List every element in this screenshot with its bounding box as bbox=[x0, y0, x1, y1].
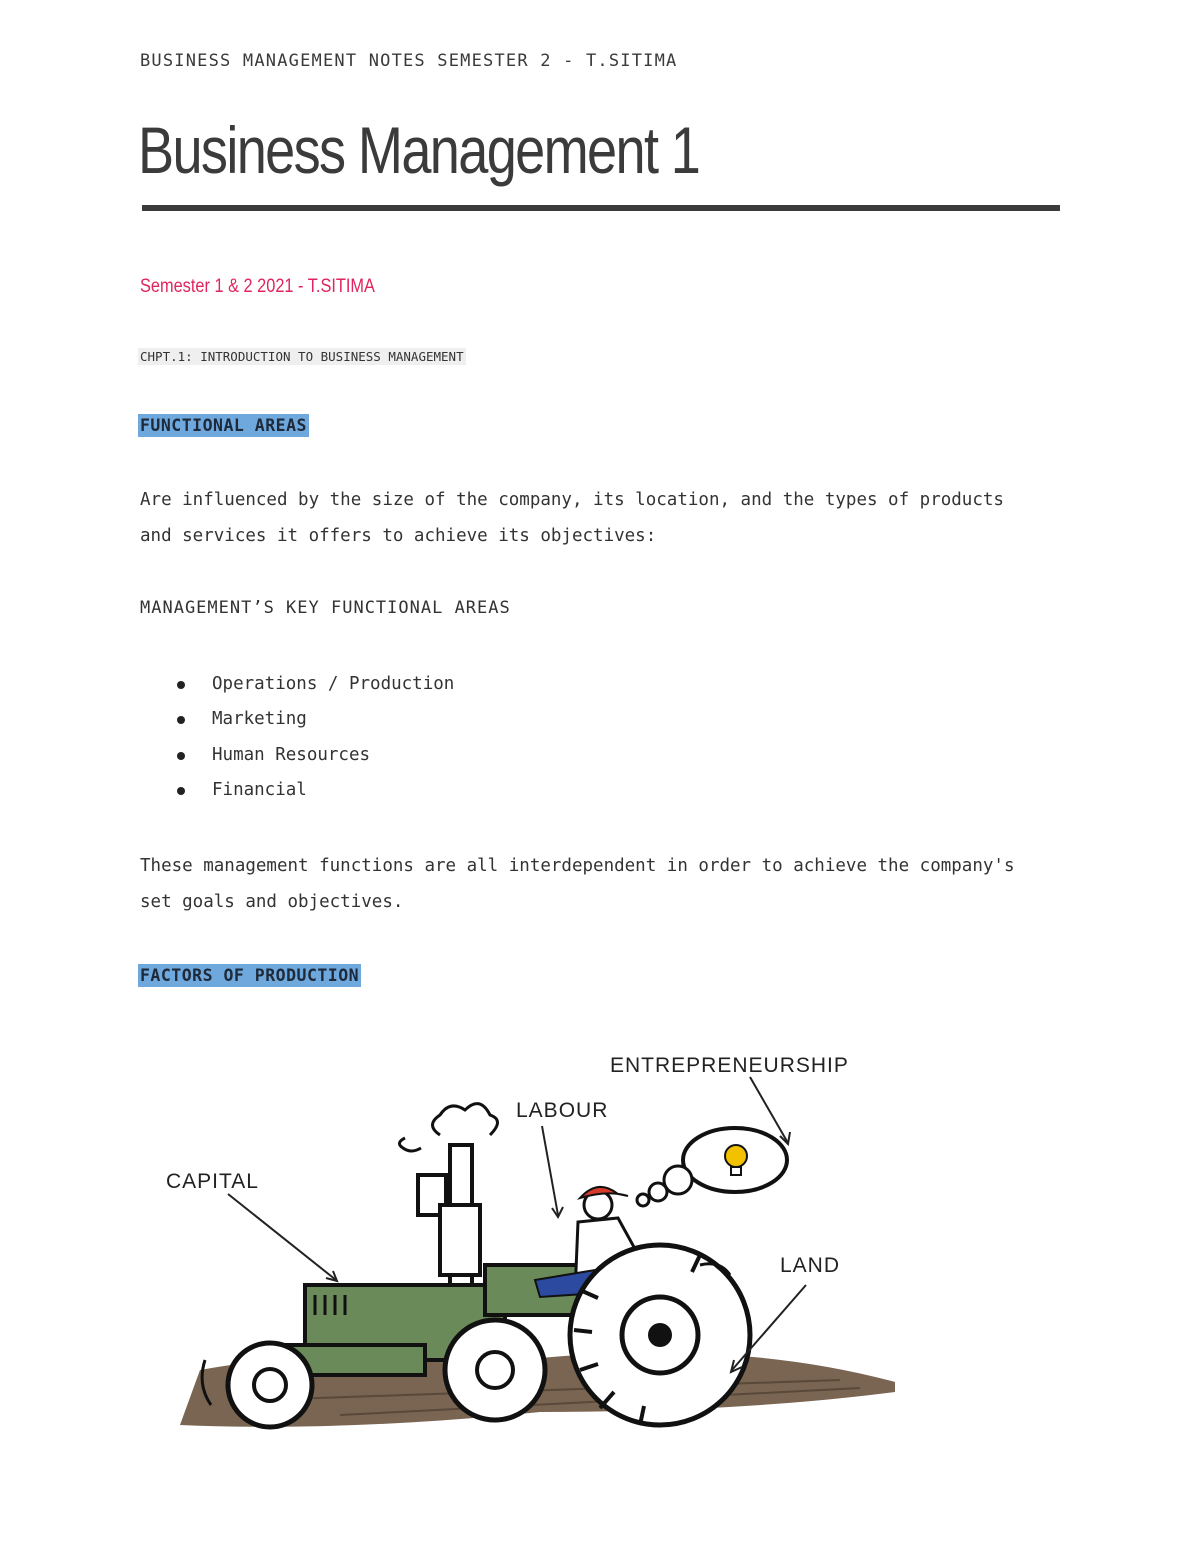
subtitle: Semester 1 & 2 2021 - T.SITIMA bbox=[140, 276, 375, 297]
list-item: Human Resources bbox=[140, 738, 454, 773]
section-heading-functional-areas: FUNCTIONAL AREAS bbox=[140, 416, 307, 435]
bullet-icon bbox=[177, 716, 185, 724]
page-title: Business Management 1 bbox=[138, 113, 700, 187]
closing-paragraph: These management functions are all interdependent in order to achieve the company's set goals and objectives. bbox=[140, 856, 1015, 912]
label-labour: LABOUR bbox=[516, 1099, 609, 1122]
bullet-icon bbox=[177, 787, 185, 795]
lightbulb-icon bbox=[725, 1145, 747, 1167]
title-divider bbox=[142, 205, 1060, 211]
list-item: Financial bbox=[140, 773, 454, 808]
list-title: MANAGEMENT’S KEY FUNCTIONAL AREAS bbox=[140, 598, 511, 618]
list-item: Operations / Production bbox=[140, 667, 454, 702]
running-header: BUSINESS MANAGEMENT NOTES SEMESTER 2 - T.SITIMA bbox=[140, 51, 678, 71]
bullet-icon bbox=[177, 681, 185, 689]
label-capital: CAPITAL bbox=[166, 1170, 259, 1193]
chapter-heading: CHPT.1: INTRODUCTION TO BUSINESS MANAGEMENT bbox=[140, 349, 464, 364]
label-land: LAND bbox=[780, 1254, 841, 1277]
label-entrepreneurship: ENTREPRENEURSHIP bbox=[610, 1054, 849, 1077]
section-heading-factors-of-production: FACTORS OF PRODUCTION bbox=[140, 966, 360, 985]
functional-areas-list bbox=[140, 667, 454, 808]
factors-of-production-illustration bbox=[140, 1040, 920, 1440]
bullet-icon bbox=[177, 752, 185, 760]
smoke-shape bbox=[433, 1104, 498, 1135]
list-item: Marketing bbox=[140, 702, 454, 737]
intro-paragraph: Are influenced by the size of the company, its location, and the types of products and services it offers to achieve its objectives: bbox=[140, 490, 1004, 546]
